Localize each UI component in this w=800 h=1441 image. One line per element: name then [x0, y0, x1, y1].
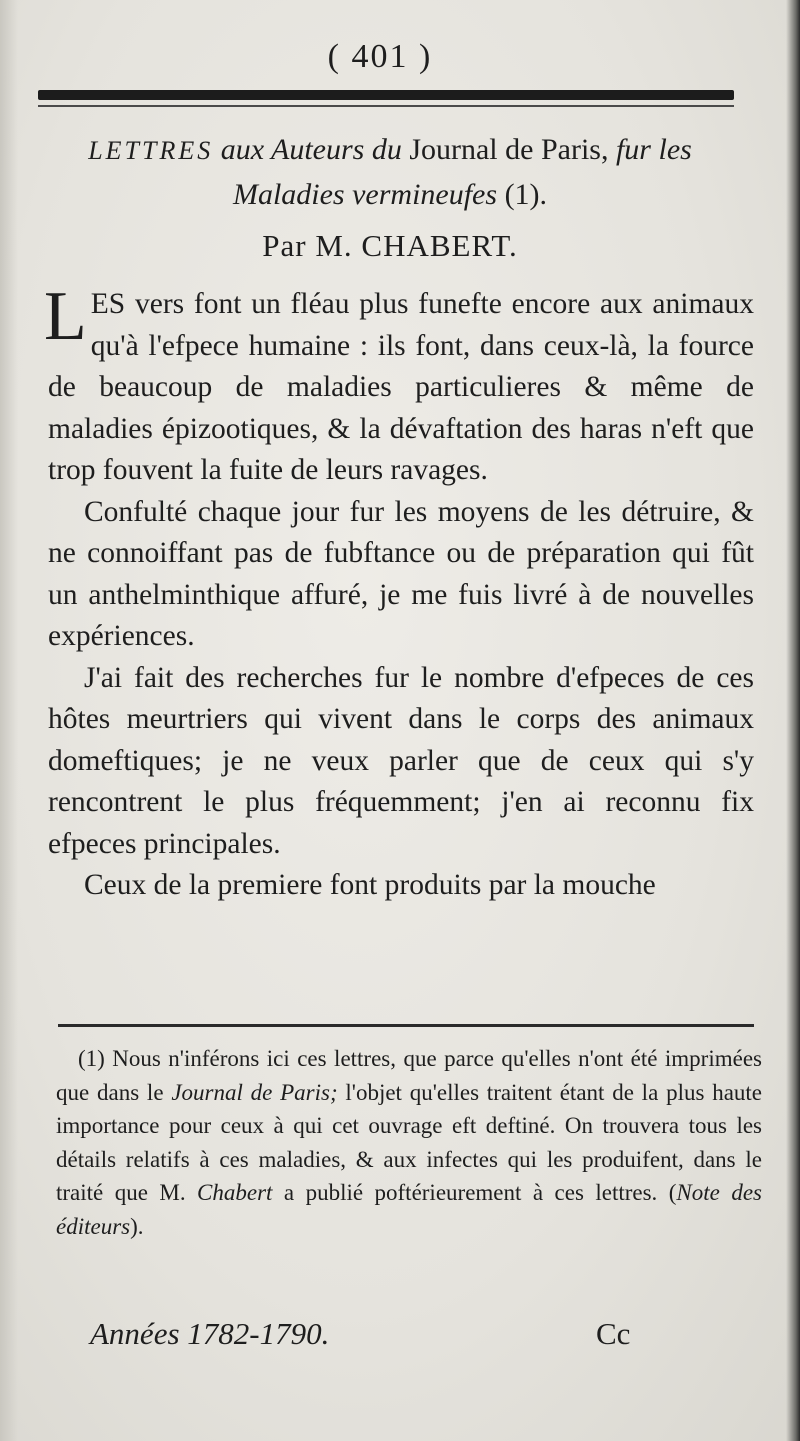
- footnote-note: Note des éditeurs: [56, 1180, 762, 1239]
- heading-maladies: fur les Maladies vermineufes: [232, 133, 692, 211]
- header-rule-thin: [38, 105, 734, 107]
- page-shadow-left: [0, 0, 18, 1441]
- byline: Par M. CHABERT.: [262, 228, 518, 263]
- heading-note-ref: (1).: [497, 178, 548, 211]
- paragraph-1-text: ES vers font un fléau plus funefte encore aux animaux qu'à l'efpece humaine : ils font, dans ceux-là, la fource de beaucoup de maladies particulieres & même de maladies épizootiques, & la dévaftation des haras n'eft que trop fouvent la fuite de leurs ravages.: [48, 288, 754, 486]
- footer-signature: Cc: [596, 1316, 631, 1351]
- footnote: [56, 1042, 762, 1243]
- footnote-rule: [58, 1024, 754, 1027]
- paragraph-2: Confulté chaque jour fur les moyens de les détruire, & ne connoiffant pas de fubftance ou de préparation qui fût un anthelminthique affuré, je me fuis livré à de nouvelles expériences.: [48, 495, 754, 652]
- footnote-part-1: (1) Nous n'inférons ici ces lettres, que parce qu'elles n'ont été imprimées que dans le: [56, 1046, 762, 1105]
- footnote-part-3: a publié poftérieurement à ces lettres. (: [272, 1180, 677, 1205]
- drop-cap: L: [44, 278, 87, 355]
- footnote-part-4: ).: [130, 1213, 144, 1239]
- paragraph-3: J'ai fait des recherches fur le nombre d'efpeces de ces hôtes meurtriers qui vivent dans le corps des animaux domeftiques; je ne veux parler que de ceux qui s'y rencontrent le plus fréquemment; j'en ai reconnu fix efpeces principales.: [48, 661, 754, 860]
- page-number: ( 401 ): [327, 38, 433, 75]
- footnote-text: [56, 1042, 762, 1243]
- heading-lettres: LETTRES: [88, 136, 214, 165]
- header-rule-thick: [38, 90, 734, 100]
- paragraph-4: Ceux de la premiere font produits par la mouche: [84, 869, 656, 901]
- footnote-chabert: Chabert: [197, 1180, 273, 1205]
- footer-years: Années 1782-1790.: [90, 1316, 330, 1351]
- body-text: [44, 278, 754, 907]
- footnote-journal: Journal de Paris;: [171, 1079, 338, 1105]
- heading-aux-auteurs: aux Auteurs du: [213, 133, 410, 166]
- page-edge-right: [786, 0, 800, 1441]
- article-heading: [30, 128, 750, 217]
- paragraph-1: [44, 278, 754, 492]
- heading-journal: Journal de Paris,: [409, 133, 609, 166]
- footnote-part-2: l'objet qu'elles traitent étant de la plus haute importance pour ceux à qui cet ouvrage eft deftiné. On trouvera tous les détails relatifs à ces maladies, & aux infectes qui les produifent, dans le traité que M.: [56, 1079, 762, 1205]
